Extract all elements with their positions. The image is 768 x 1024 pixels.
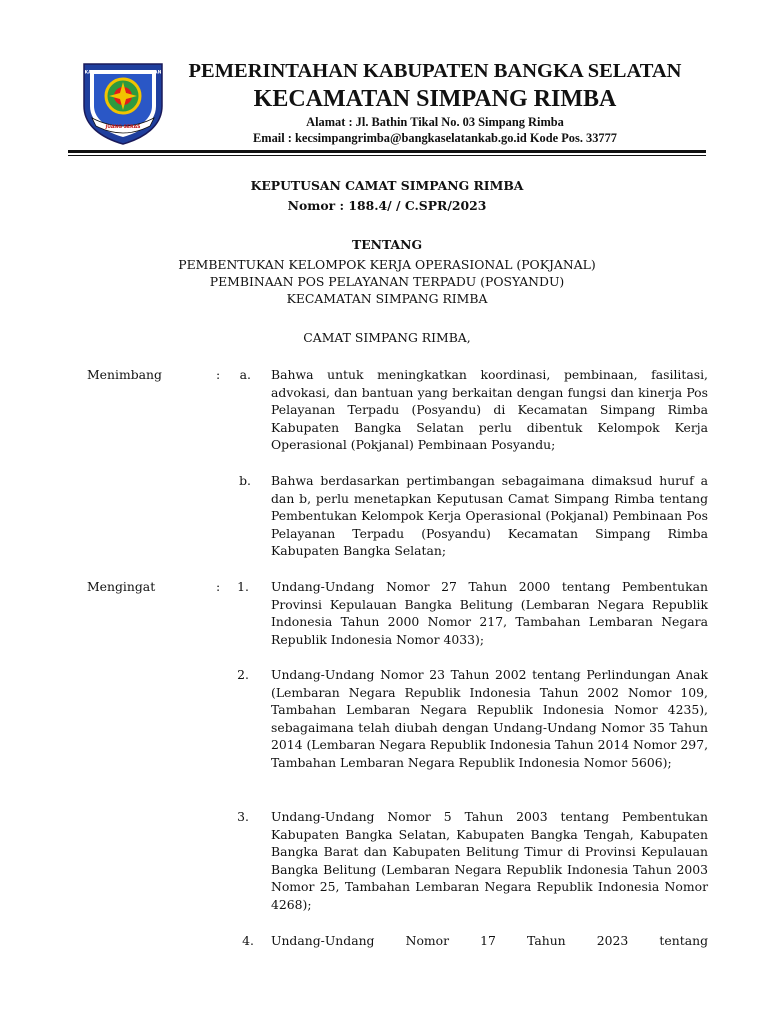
- mengingat-item-text: Undang-Undang Nomor 23 Tahun 2002 tentang Perlindungan Anak (Lembaran Negara Republik Indonesia Tahun 2002 Nomor 109, Tambahan Lembaran Negara Republik Indonesia Nomor 4235), sebagaimana telah diubah dengan Undang-Undang Nomor 35 Tahun 2014 (Lembaran Negara Republik Indonesia Tahun 2014 Nomor 297, Tambahan Lembaran Negara Republik Indonesia Nomor 5606);: [271, 667, 709, 770]
- mengingat-item-mark: 4.: [242, 933, 254, 948]
- kabupaten-bangka-selatan-logo: [80, 60, 166, 146]
- subject-line-2: PEMBINAAN POS PELAYANAN TERPADU (POSYANDU): [209, 274, 565, 289]
- letterhead-rule-thin: [68, 155, 706, 156]
- mengingat-item-text: Undang-Undang Nomor 5 Tahun 2003 tentang Pembentukan Kabupaten Bangka Selatan, Kabupaten Bangka Tengah, Kabupaten Bangka Barat dan Kabupaten Belitung Timur di Provinsi Kepulauan Bangka Belitung (Lembaran Negara Republik Indonesia Tahun 2003 Nomor 25, Tambahan Lembaran Negara Republik Indonesia Nomor 4268);: [271, 809, 708, 912]
- letterhead: [170, 58, 700, 146]
- mengingat-item-text: Undang-Undang Nomor 17 Tahun 2023 tentang: [271, 933, 708, 948]
- mengingat-colon: :: [216, 579, 221, 594]
- government-name: PEMERINTAHAN KABUPATEN BANGKA SELATAN: [188, 60, 682, 82]
- address-line: Alamat : Jl. Bathin Tikal No. 03 Simpang Rimba: [306, 115, 564, 129]
- menimbang-item-text: Bahwa berdasarkan pertimbangan sebagaimana dimaksud huruf a dan b, perlu menetapkan Keputusan Camat Simpang Rimba tentang Pembentukan Kelompok Kerja Operasional (Pokjanal) Pembinaan Pos Pelayanan Terpadu (Posyandu) Kecamatan Simpang Rimba Kabupaten Bangka Selatan;: [271, 473, 708, 559]
- district-name: KECAMATAN SIMPANG RIMBA: [253, 86, 617, 112]
- official-title: CAMAT SIMPANG RIMBA,: [303, 330, 471, 345]
- mengingat-label: Mengingat: [87, 579, 156, 594]
- svg-text:JUANG SERAS: JUANG SERAS: [105, 125, 141, 130]
- mengingat-item-mark: 2.: [237, 667, 249, 682]
- mengingat-item-text: Undang-Undang Nomor 27 Tahun 2000 tentang Pembentukan Provinsi Kepulauan Bangka Belitung (Lembaran Negara Republik Indonesia Tahun 2000 Nomor 217, Tambahan Lembaran Negara Republik Indonesia Nomor 4033);: [271, 579, 708, 647]
- menimbang-label: Menimbang: [87, 367, 162, 382]
- subject-line-1: PEMBENTUKAN KELOMPOK KERJA OPERASIONAL (POKJANAL): [178, 257, 596, 272]
- about-heading: TENTANG: [351, 237, 423, 252]
- menimbang-colon: :: [216, 367, 221, 382]
- subject-line-3: KECAMATAN SIMPANG RIMBA: [286, 291, 488, 306]
- mengingat-item-mark: 3.: [237, 809, 249, 824]
- decree-number: Nomor : 188.4/ / C.SPR/2023: [287, 198, 487, 213]
- menimbang-item-mark: a.: [239, 367, 251, 382]
- decree-title: KEPUTUSAN CAMAT SIMPANG RIMBA: [250, 178, 524, 193]
- svg-text:KABUPATEN BANGKA SELATAN: KABUPATEN BANGKA SELATAN: [84, 70, 162, 76]
- email-line: Email : kecsimpangrimba@bangkaselatankab.go.id Kode Pos. 33777: [252, 131, 618, 145]
- menimbang-item-mark: b.: [239, 473, 251, 488]
- letterhead-rule-thick: [68, 150, 706, 153]
- menimbang-item-text: Bahwa untuk meningkatkan koordinasi, pembinaan, fasilitasi, advokasi, dan bantuan yang berkaitan dengan fungsi dan kinerja Pos Pelayanan Terpadu (Posyandu) di Kecamatan Simpang Rimba Kabupaten Bangka Selatan perlu dibentuk Kelompok Kerja Operasional (Pokjanal) Pembinaan Posyandu;: [271, 367, 708, 453]
- mengingat-item-mark: 1.: [237, 579, 249, 594]
